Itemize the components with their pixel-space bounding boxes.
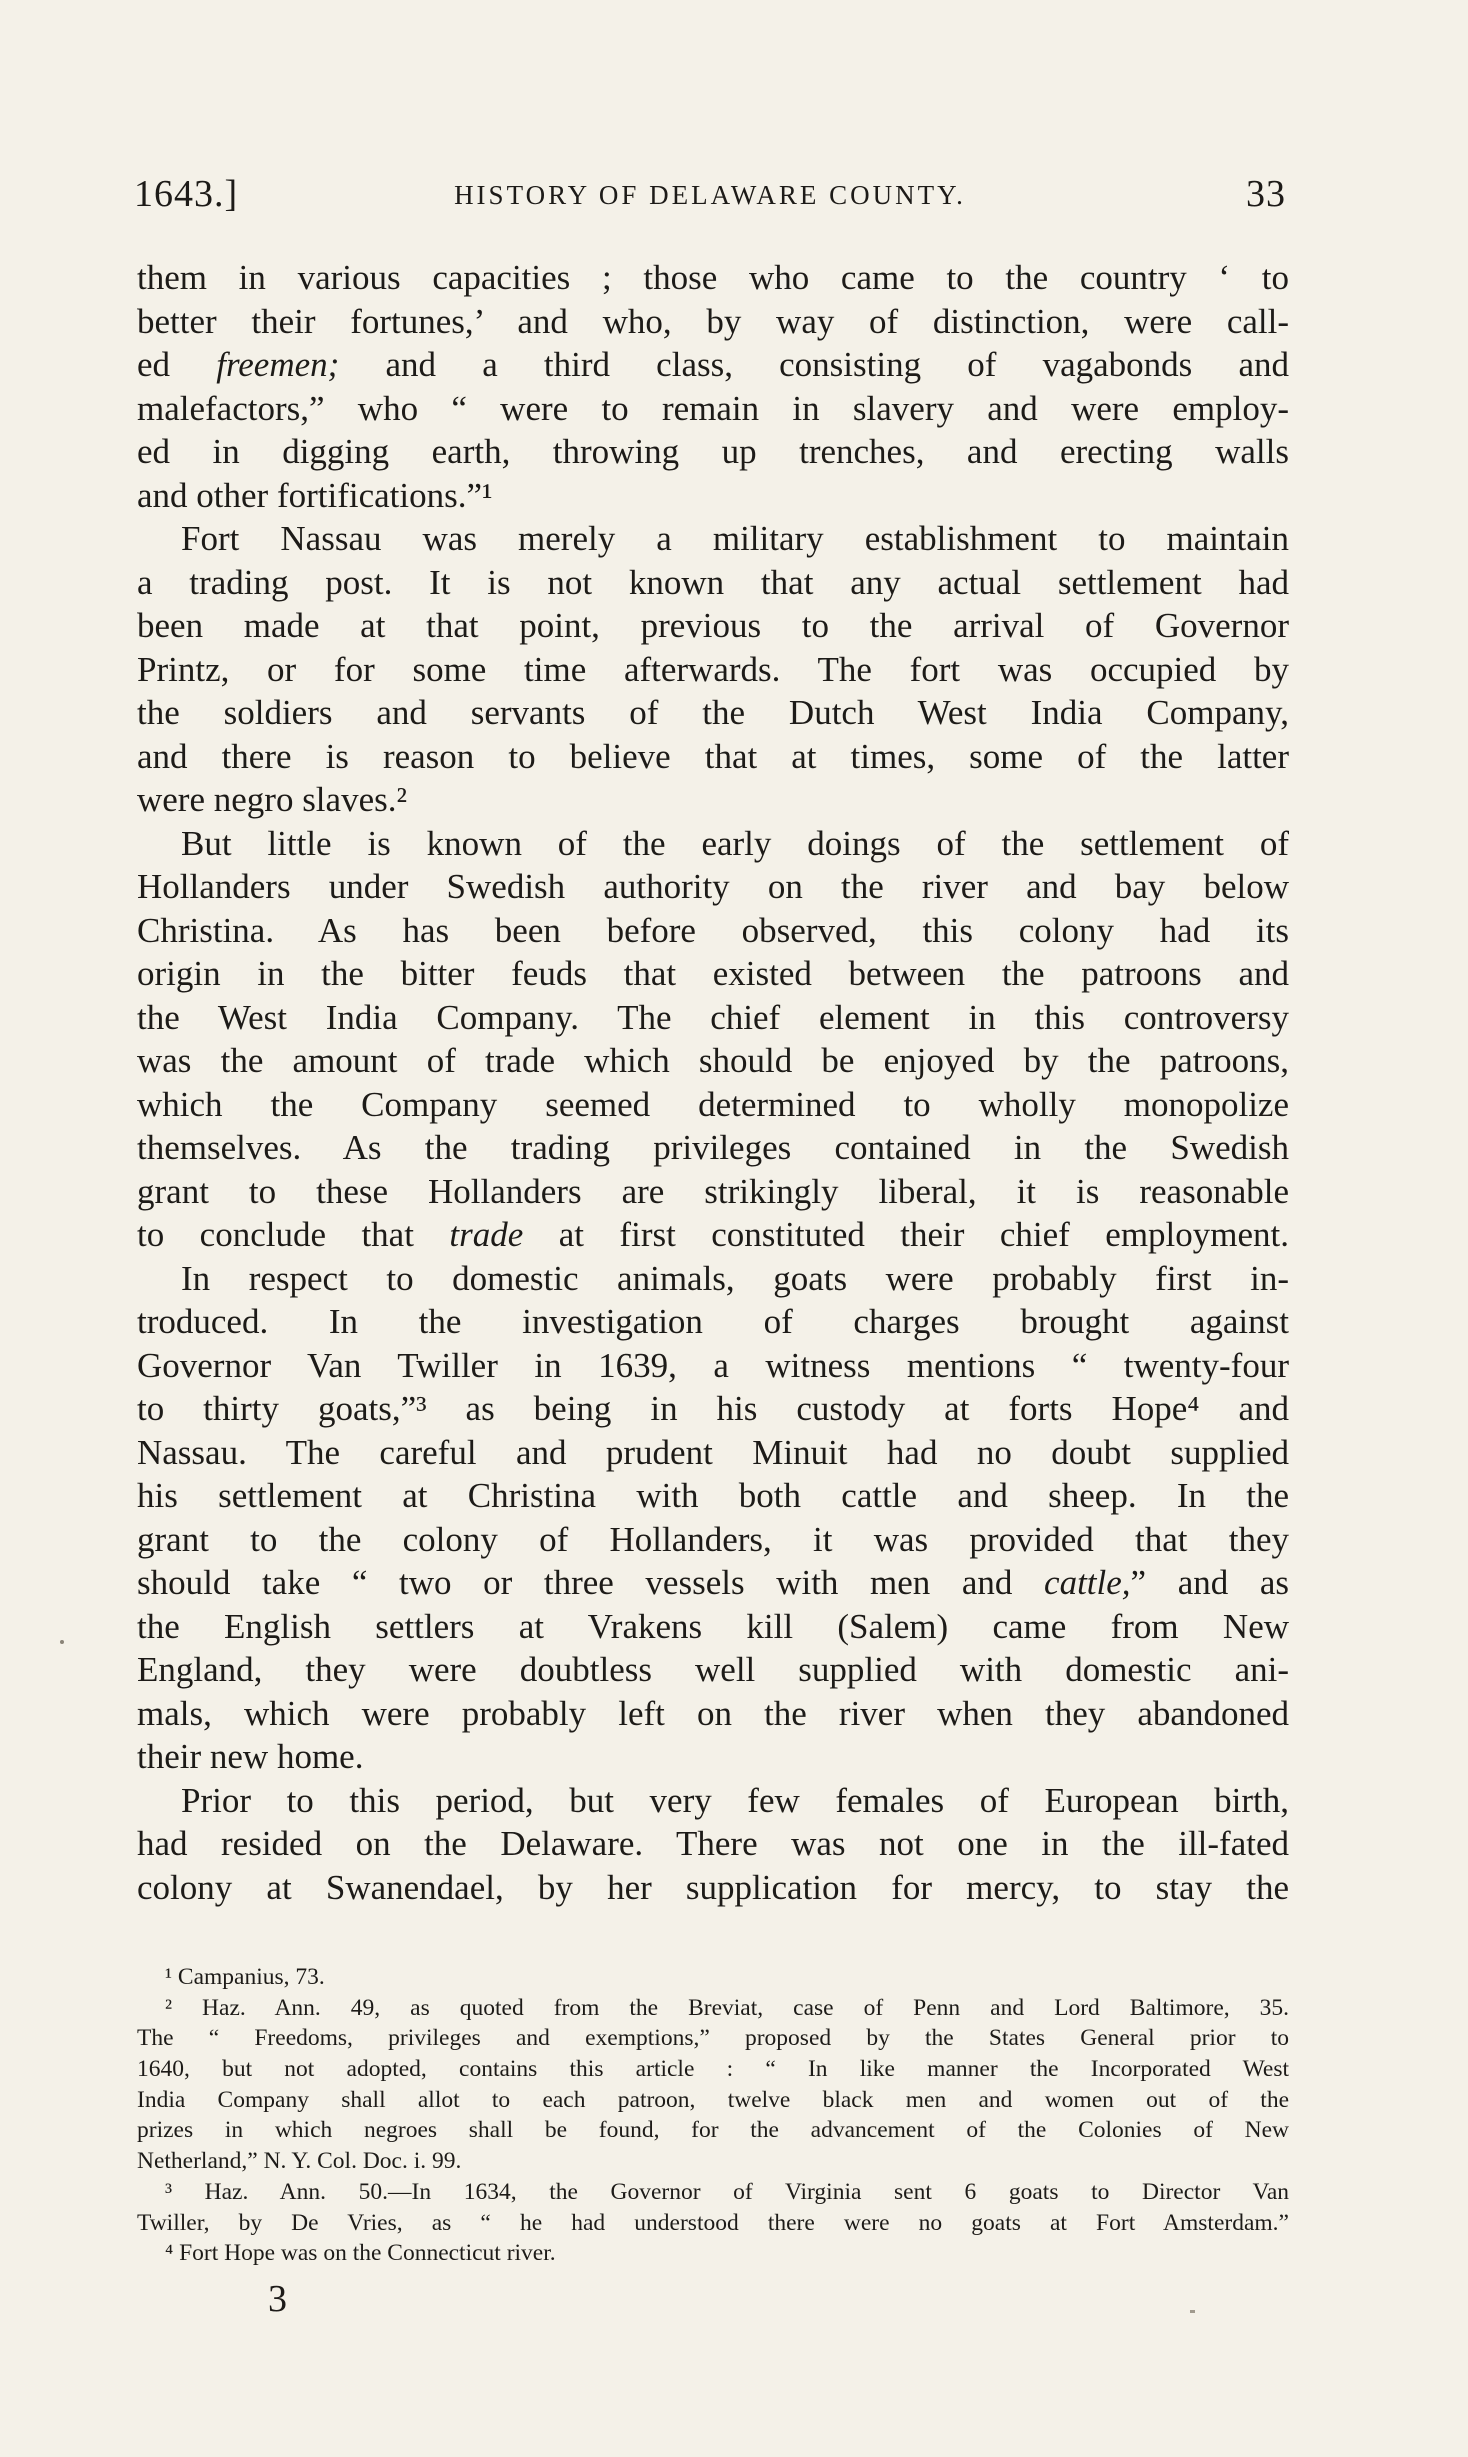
italic-word: freemen; [216,345,340,384]
text-line: which the Company seemed determined to wholly monopolize [137,1084,1289,1124]
text-line: was the amount of trade which should be enjoyed by the patroons, [137,1041,1289,1080]
footnote-line: ⁴ Fort Hope was on the Connecticut river. [165,2240,556,2267]
text-line: should take “ two or three vessels with men and cattle,” and as [137,1563,1289,1602]
text-line: malefactors,” who “ were to remain in slavery and were employ- [137,388,1289,428]
text-line: ed freemen; and a third class, consisting of vagabonds and [137,345,1289,384]
text-line: themselves. As the trading privileges contained in the Swedish [137,1128,1289,1167]
text-line: grant to these Hollanders are strikingly liberal, it is reasonable [137,1171,1289,1211]
text-line: were negro slaves.² [137,780,407,819]
text-line: Fort Nassau was merely a military establishment to maintain [181,519,1289,558]
footnote-line: ² Haz. Ann. 49, as quoted from the Breviat, case of Penn and Lord Baltimore, 35. [165,1994,1289,2021]
text-line: But little is known of the early doings of the settlement of [181,823,1289,863]
footnote-line: The “ Freedoms, privileges and exemptions,” proposed by the States General prior to [137,2025,1289,2052]
text-line: better their fortunes,’ and who, by way of distinction, were call- [137,301,1289,341]
italic-word: trade [449,1215,524,1254]
running-header [134,172,1286,222]
footnote-line: prizes in which negroes shall be found, for the advancement of the Colonies of New [137,2117,1289,2144]
text-line: Hollanders under Swedish authority on the river and bay below [137,867,1289,906]
italic-word: cattle, [1044,1563,1131,1602]
text-line: the English settlers at Vrakens kill (Salem) came from New [137,1606,1289,1646]
text-line: colony at Swanendael, by her supplication for mercy, to stay the [137,1867,1289,1907]
text-line: Nassau. The careful and prudent Minuit had no doubt supplied [137,1432,1289,1472]
text-line: the soldiers and servants of the Dutch West India Company, [137,693,1289,732]
text-line: troduced. In the investigation of charges brought against [137,1302,1289,1341]
text-line: a trading post. It is not known that any actual settlement had [137,562,1289,602]
text-line: his settlement at Christina with both cattle and sheep. In the [137,1476,1289,1515]
text-line: Printz, or for some time afterwards. The fort was occupied by [137,649,1289,689]
text-line: been made at that point, previous to the arrival of Governor [137,606,1289,645]
text-line: the West India Company. The chief element in this controversy [137,997,1289,1037]
footnote-line: 1640, but not adopted, contains this article : “ In like manner the Incorporated West [137,2056,1289,2083]
footnotes [137,1962,1289,2269]
signature-mark: 3 [268,2278,287,2320]
footnote-line: ³ Haz. Ann. 50.—In 1634, the Governor of Virginia sent 6 goats to Director Van [165,2178,1289,2205]
text-line: had resided on the Delaware. There was not one in the ill-fated [137,1824,1289,1863]
body-text [137,256,1289,1909]
text-line: In respect to domestic animals, goats were probably first in- [181,1258,1289,1298]
header-title: HISTORY OF DELAWARE COUNTY. [454,180,966,210]
footnote-line: India Company shall allot to each patroon, twelve black men and women out of the [137,2086,1289,2113]
ink-speck [60,1640,64,1644]
text-line: grant to the colony of Hollanders, it was provided that they [137,1519,1289,1559]
text-line: Prior to this period, but very few females of European birth, [181,1780,1289,1820]
text-line: origin in the bitter feuds that existed between the patroons and [137,954,1289,993]
footnote-line: Twiller, by De Vries, as “ he had understood there were no goats at Fort Amsterdam.” [137,2209,1289,2236]
text-line: to conclude that trade at first constituted their chief employment. [137,1215,1289,1254]
text-line: Christina. As has been before observed, this colony had its [137,910,1289,950]
page-number: 33 [1246,173,1286,215]
footnote-line: ¹ Campanius, 73. [165,1964,325,1990]
footnote-line: Netherland,” N. Y. Col. Doc. i. 99. [137,2148,462,2175]
text-line: ed in digging earth, throwing up trenches, and erecting walls [137,432,1289,471]
text-line: to thirty goats,”³ as being in his custody at forts Hope⁴ and [137,1389,1289,1428]
text-line: mals, which were probably left on the river when they abandoned [137,1693,1289,1733]
text-line: England, they were doubtless well supplied with domestic ani- [137,1650,1289,1689]
header-year: 1643.] [134,173,239,215]
text-line: their new home. [137,1737,364,1776]
ink-speck [1190,2310,1195,2313]
text-line: and there is reason to believe that at times, some of the latter [137,736,1289,776]
text-line: Governor Van Twiller in 1639, a witness mentions “ twenty-four [137,1345,1289,1385]
text-line: and other fortifications.”¹ [137,475,493,515]
text-line: them in various capacities ; those who came to the country ‘ to [137,258,1289,297]
